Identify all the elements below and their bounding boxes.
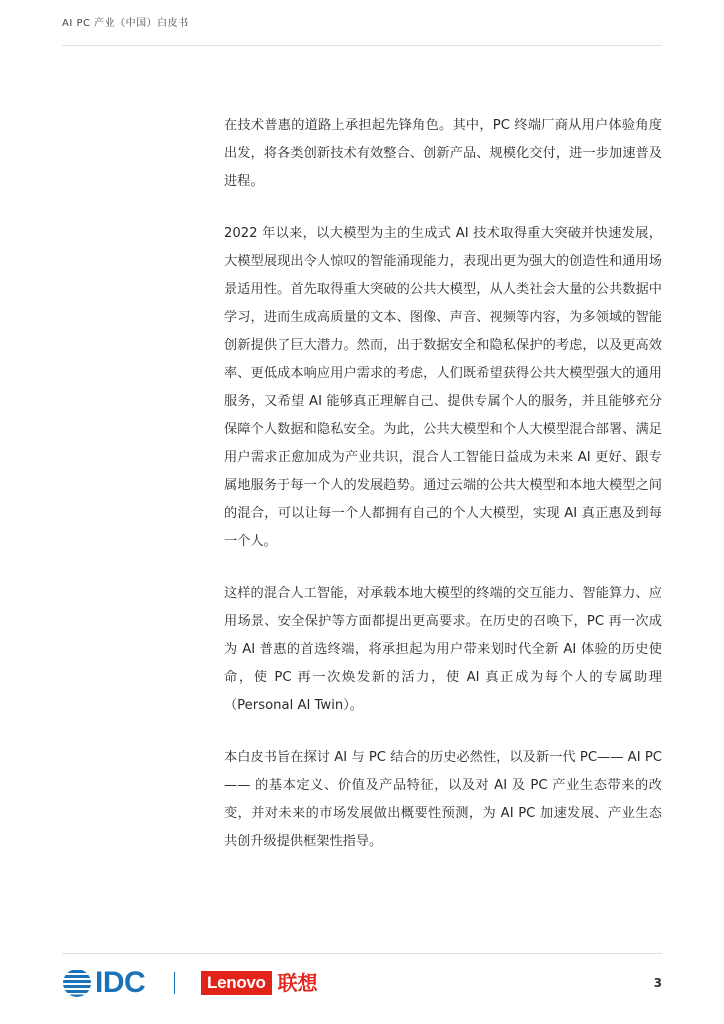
lenovo-logo-text: Lenovo [201, 971, 272, 995]
idc-logo [62, 968, 145, 998]
logo-separator [174, 972, 175, 994]
body-text [224, 112, 662, 880]
idc-globe-icon [62, 968, 92, 998]
page-number: 3 [653, 976, 662, 990]
footer-divider [62, 953, 662, 954]
lenovo-cn-logo-text: 联想 [277, 971, 318, 995]
running-header: AI PC 产业（中国）白皮书 [62, 18, 189, 29]
paragraph-1: 在技术普惠的道路上承担起先锋角色。其中，PC 终端厂商从用户体验角度出发，将各类创新技术有效整合、创新产品、规模化交付，进一步加速普及进程。 [224, 118, 662, 189]
paragraph-4: 本白皮书旨在探讨 AI 与 PC 结合的历史必然性，以及新一代 PC—— AI PC—— 的基本定义、价值及产品特征，以及对 AI 及 PC 产业生态带来的改变，并对未来的市场发展做出概要性预测，为 AI PC 加速发展、产业生态共创升级提供框架性指导。 [224, 750, 662, 849]
paragraph-2: 2022 年以来，以大模型为主的生成式 AI 技术取得重大突破并快速发展，大模型展现出令人惊叹的智能涌现能力，表现出更为强大的创造性和通用场景适用性。首先取得重大突破的公共大模型，从人类社会大量的公共数据中学习，进而生成高质量的文本、图像、声音、视频等内容，为多领域的智能创新提供了巨大潜力。然而，出于数据安全和隐私保护的考虑，以及更高效率、更低成本响应用户需求的考虑，人们既希望获得公共大模型强大的通用服务，又希望 AI 能够真正理解自己、提供专属个人的服务，并且能够充分保障个人数据和隐私安全。为此，公共大模型和个人大模型混合部署、满足用户需求正愈加成为产业共识，混合人工智能日益成为未来 AI 更好、跟专属地服务于每一个人的发展趋势。通过云端的公共大模型和本地大模型之间的混合，可以让每一个人都拥有自己的个人大模型，实现 AI 真正惠及到每一个人。 [224, 226, 662, 549]
header-divider [62, 45, 662, 46]
lenovo-logo [201, 971, 318, 995]
idc-logo-text: IDC [95, 966, 146, 999]
paragraph-3: 这样的混合人工智能，对承载本地大模型的终端的交互能力、智能算力、应用场景、安全保护等方面都提出更高要求。在历史的召唤下，PC 再一次成为 AI 普惠的首选终端，将承担起为用户带来划时代全新 AI 体验的历史使命，使 PC 再一次焕发新的活力，使 AI 真正成为每个人的专属助理（Personal AI Twin）。 [224, 586, 662, 713]
